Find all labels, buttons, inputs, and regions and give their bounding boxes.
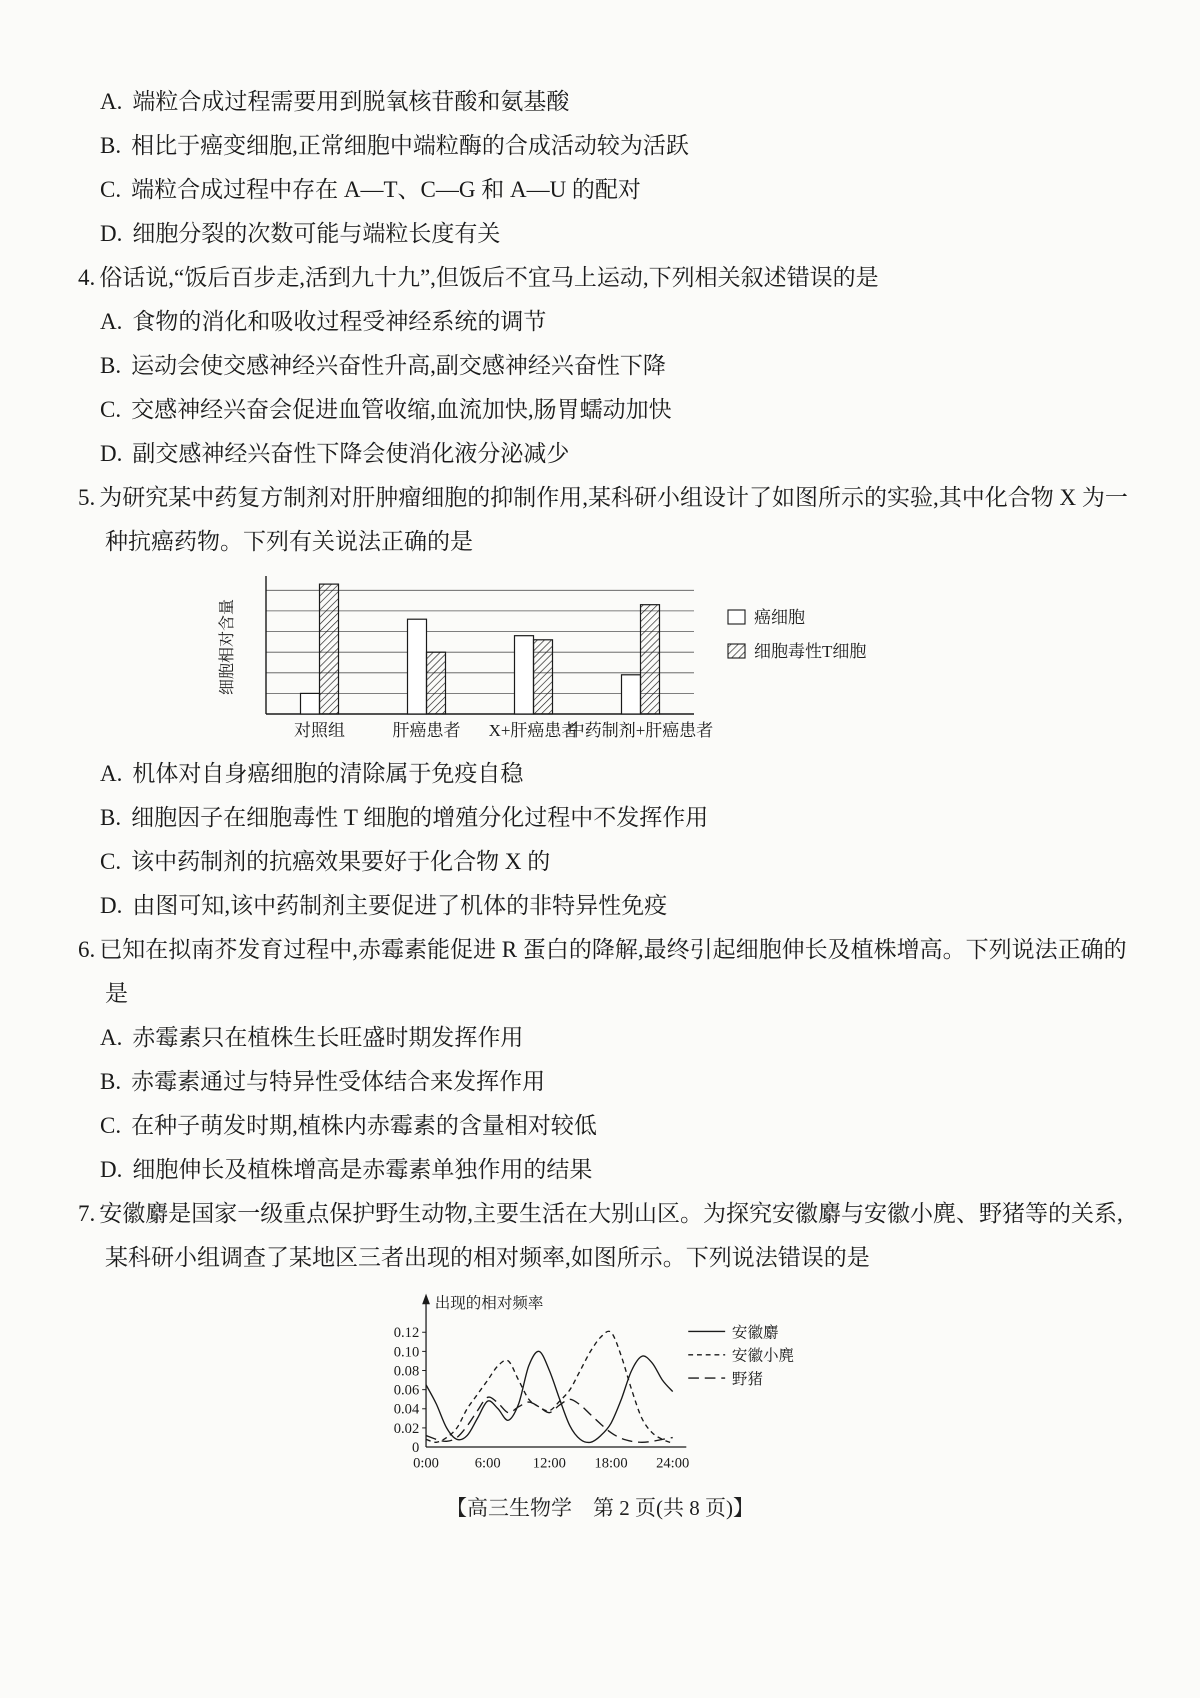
option-label: B. (100, 805, 122, 830)
fig5-legend-label: 细胞毒性T细胞 (754, 642, 867, 661)
question-7 (78, 1192, 1130, 1476)
option-text: 赤霉素通过与特异性受体结合来发挥作用 (131, 1069, 546, 1094)
q5-option-d (78, 884, 1130, 928)
q3-option-a (78, 80, 1130, 124)
fig7-ytick-label: 0.08 (393, 1363, 420, 1380)
question-5 (78, 476, 1130, 928)
figure-bar-chart (216, 572, 1130, 744)
question-number: 5. (78, 485, 96, 510)
option-text: 在种子萌发时期,植株内赤霉素的含量相对较低 (131, 1113, 597, 1138)
fig7-ytick-label: 0.10 (393, 1344, 420, 1361)
option-text: 细胞分裂的次数可能与端粒长度有关 (132, 221, 501, 246)
question-3-options (78, 80, 1130, 256)
q6-option-b (78, 1060, 1130, 1104)
option-text: 由图可知,该中药制剂主要促进了机体的非特异性免疫 (132, 893, 668, 918)
option-text: 该中药制剂的抗癌效果要好于化合物 X 的 (131, 849, 551, 874)
option-label: D. (100, 221, 123, 246)
fig5-legend-swatch (728, 644, 745, 658)
fig5-category-label: 中药制剂+肝癌患者 (567, 721, 714, 740)
option-text: 食物的消化和吸收过程受神经系统的调节 (132, 309, 547, 334)
option-label: C. (100, 1113, 122, 1138)
q4-option-d (78, 432, 1130, 476)
q4-option-b (78, 344, 1130, 388)
y-axis-arrow (422, 1294, 430, 1305)
fig7-series-安徽小麂 (426, 1331, 673, 1443)
q6-option-d (78, 1148, 1130, 1192)
q3-option-b (78, 124, 1130, 168)
question-number: 6. (78, 937, 96, 962)
option-label: B. (100, 1069, 122, 1094)
fig5-bar-细胞毒性T细胞-中药制剂+肝癌患者 (641, 605, 660, 714)
option-label: D. (100, 441, 123, 466)
line-chart-relative-frequency (360, 1286, 865, 1476)
fig7-ylabel: 出现的相对频率 (434, 1295, 544, 1313)
q6-option-a (78, 1016, 1130, 1060)
fig7-xtick-label: 6:00 (474, 1455, 501, 1472)
fig5-bar-细胞毒性T细胞-X+肝癌患者 (534, 640, 553, 714)
fig7-xtick-label: 24:00 (656, 1455, 690, 1472)
q4-option-c (78, 388, 1130, 432)
option-text: 细胞伸长及植株增高是赤霉素单独作用的结果 (132, 1157, 593, 1182)
fig7-xtick-label: 0:00 (413, 1455, 439, 1472)
q6-option-c (78, 1104, 1130, 1148)
fig7-ytick-label: 0.04 (393, 1401, 420, 1418)
fig7-legend-label: 野猪 (731, 1370, 763, 1388)
q3-option-c (78, 168, 1130, 212)
q6-stem (78, 928, 1130, 1016)
option-text: 相比于癌变细胞,正常细胞中端粒酶的合成活动较为活跃 (131, 133, 689, 158)
option-text: 端粒合成过程中存在 A—T、C—G 和 A—U 的配对 (131, 177, 641, 202)
option-text: 细胞因子在细胞毒性 T 细胞的增殖分化过程中不发挥作用 (131, 805, 709, 830)
fig5-bar-癌细胞-肝癌患者 (408, 619, 427, 714)
option-text: 副交感神经兴奋性下降会使消化液分泌减少 (132, 441, 570, 466)
fig5-category-label: 对照组 (294, 721, 345, 740)
fig5-bar-癌细胞-中药制剂+肝癌患者 (622, 675, 641, 714)
fig7-ytick-label: 0.06 (393, 1382, 420, 1399)
question-text: 为研究某中药复方制剂对肝肿瘤细胞的抑制作用,某科研小组设计了如图所示的实验,其中化合物 X 为一种抗癌药物。下列有关说法正确的是 (99, 485, 1128, 554)
fig7-legend-label: 安徽麝 (731, 1324, 779, 1342)
option-text: 运动会使交感神经兴奋性升高,副交感神经兴奋性下降 (131, 353, 666, 378)
option-label: D. (100, 893, 123, 918)
page-footer: 【高三生物学 第 2 页(共 8 页)】 (446, 1496, 754, 1520)
option-label: C. (100, 849, 122, 874)
fig7-series-安徽麝 (426, 1351, 673, 1442)
fig7-ytick-label: 0 (411, 1439, 420, 1456)
question-number: 4. (78, 265, 96, 290)
fig7-xtick-label: 12:00 (532, 1455, 566, 1472)
fig5-legend-swatch (728, 610, 745, 624)
q7-stem (78, 1192, 1130, 1280)
option-label: A. (100, 761, 123, 786)
q3-option-d (78, 212, 1130, 256)
option-label: D. (100, 1157, 123, 1182)
fig5-category-label: X+肝癌患者 (488, 721, 579, 740)
option-text: 赤霉素只在植株生长旺盛时期发挥作用 (132, 1025, 524, 1050)
q5-option-c (78, 840, 1130, 884)
fig5-bar-细胞毒性T细胞-对照组 (320, 584, 339, 714)
fig5-bar-癌细胞-X+肝癌患者 (515, 636, 534, 714)
option-text: 交感神经兴奋会促进血管收缩,血流加快,肠胃蠕动加快 (131, 397, 672, 422)
option-label: A. (100, 89, 123, 114)
q4-stem (78, 256, 1130, 300)
fig7-ytick-label: 0.02 (393, 1420, 420, 1437)
question-text: 俗话说,“饭后百步走,活到九十九”,但饭后不宜马上运动,下列相关叙述错误的是 (99, 265, 879, 290)
fig7-xtick-label: 18:00 (594, 1455, 628, 1472)
question-text: 已知在拟南芥发育过程中,赤霉素能促进 R 蛋白的降解,最终引起细胞伸长及植株增高。下列说法正确的是 (99, 937, 1127, 1006)
q5-option-a (78, 752, 1130, 796)
fig7-legend-label: 安徽小麂 (731, 1347, 795, 1365)
option-label: A. (100, 309, 123, 334)
fig5-bar-癌细胞-对照组 (301, 693, 320, 714)
q5-stem (78, 476, 1130, 564)
fig5-ylabel: 细胞相对含量 (219, 598, 236, 696)
option-label: B. (100, 133, 122, 158)
fig7-ytick-label: 0.12 (393, 1325, 420, 1342)
bar-chart-cell-content (216, 572, 906, 744)
question-4 (78, 256, 1130, 476)
question-text: 安徽麝是国家一级重点保护野生动物,主要生活在大别山区。为探究安徽麝与安徽小麂、野猪等的关系,某科研小组调查了某地区三者出现的相对频率,如图所示。下列说法错误的是 (99, 1201, 1123, 1270)
q5-option-b (78, 796, 1130, 840)
fig5-category-label: 肝癌患者 (392, 721, 461, 740)
question-number: 7. (78, 1201, 96, 1226)
option-label: B. (100, 353, 122, 378)
option-label: C. (100, 177, 122, 202)
option-text: 机体对自身癌细胞的清除属于免疫自稳 (132, 761, 524, 786)
fig5-bar-细胞毒性T细胞-肝癌患者 (427, 652, 446, 714)
q4-option-a (78, 300, 1130, 344)
option-label: A. (100, 1025, 123, 1050)
figure-line-chart (360, 1286, 1130, 1476)
question-6 (78, 928, 1130, 1192)
option-label: C. (100, 397, 122, 422)
option-text: 端粒合成过程需要用到脱氧核苷酸和氨基酸 (132, 89, 570, 114)
fig5-legend-label: 癌细胞 (754, 608, 805, 627)
